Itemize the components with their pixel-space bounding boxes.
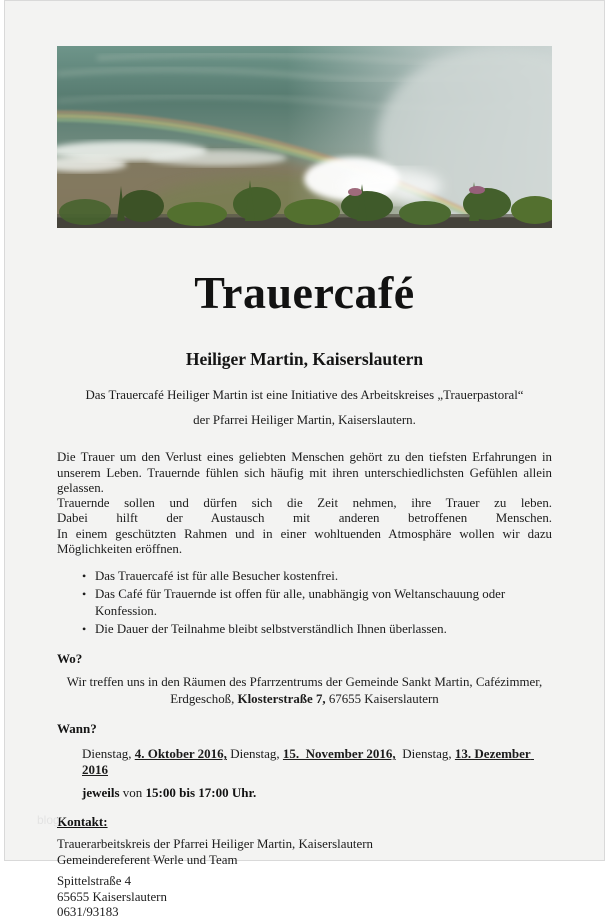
body-paragraph-2: Trauernde sollen und dürfen sich die Zeit nehmen, ihre Trauer zu leben. [57,496,552,511]
street-address: Klosterstraße 7, [237,692,326,707]
body-text [57,450,552,557]
bullet-item-2: • Das Café für Trauernde ist offen für alle, unabhängig von Weltanschauung oder Konfession. [82,586,552,621]
intro-line2: der Pfarrei Heiliger Martin, Kaiserslautern. [193,413,416,428]
where-line1: Wir treffen uns in den Räumen des Pfarrzentrums der Gemeinde Sankt Martin, Cafézimmer, [66,675,543,690]
intro-line1: Das Trauercafé Heiliger Martin ist eine Initiative des Arbeitskreises „Trauerpastoral“ [85,388,524,403]
contact-org [57,837,552,868]
body-paragraph-3: Dabei hilft der Austausch mit anderen betroffenen Menschen. [57,511,552,526]
header-photo [57,46,552,228]
body-paragraph-4: In einem geschützten Rahmen und in einer wohltuenden Atmosphäre wollen wir dazu Möglichkeiten eröffnen. [57,526,552,557]
address-city: 65655 Kaiserslautern [57,889,167,904]
watermark: blog [37,813,60,827]
subtitle: Heiliger Martin, Kaiserslautern [185,349,424,370]
document-page [4,0,605,920]
date-1: 4. Oktober 2016, [134,746,227,762]
intro-paragraph [57,383,552,433]
body-paragraph-1: Die Trauer um den Verlust eines geliebten Menschen gehört zu den tiefsten Erfahrungen in unserem Leben. Trauernde fühlen sich häufig mit ihren unterschiedlichsten Gefühlen allein gelassen. [57,450,552,495]
where-text [57,674,552,708]
date-3: 13. Dezember 2016 [82,746,534,778]
date-2: 15. November 2016, [282,746,396,762]
rapids-rainbow-illustration [57,46,552,228]
address-street: Spittelstraße 4 [57,874,132,889]
when-heading: Wann? [57,721,97,737]
where-heading: Wo? [57,651,83,667]
contact-line2: Gemeindereferent Werle und Team [57,852,238,867]
phone-number: 0631/93183 [57,905,119,920]
dates-line: Dienstag, 4. Oktober 2016, Dienstag, 15. November 2016, Dienstag, 13. Dezember 2016 [82,746,534,778]
bullet-list [57,568,552,638]
flyer-content [5,1,604,921]
page-title: Trauercafé [194,267,415,318]
contact-address [57,874,552,921]
bullet-item-3: • Die Dauer der Teilnahme bleibt selbstverständlich Ihnen überlassen. [82,621,552,639]
contact-line1: Trauerarbeitskreis der Pfarrei Heiliger Martin, Kaiserslautern [57,837,373,852]
contact-heading: Kontakt: [57,814,108,830]
times-line: jeweils von 15:00 bis 17:00 Uhr. [82,785,257,801]
where-line2: Erdgeschoß, Klosterstraße 7, 67655 Kaiserslautern [170,692,439,707]
bullet-item-1: • Das Trauercafé ist für alle Besucher kostenfrei. [82,568,552,586]
time-range: 15:00 bis 17:00 Uhr. [145,785,257,801]
